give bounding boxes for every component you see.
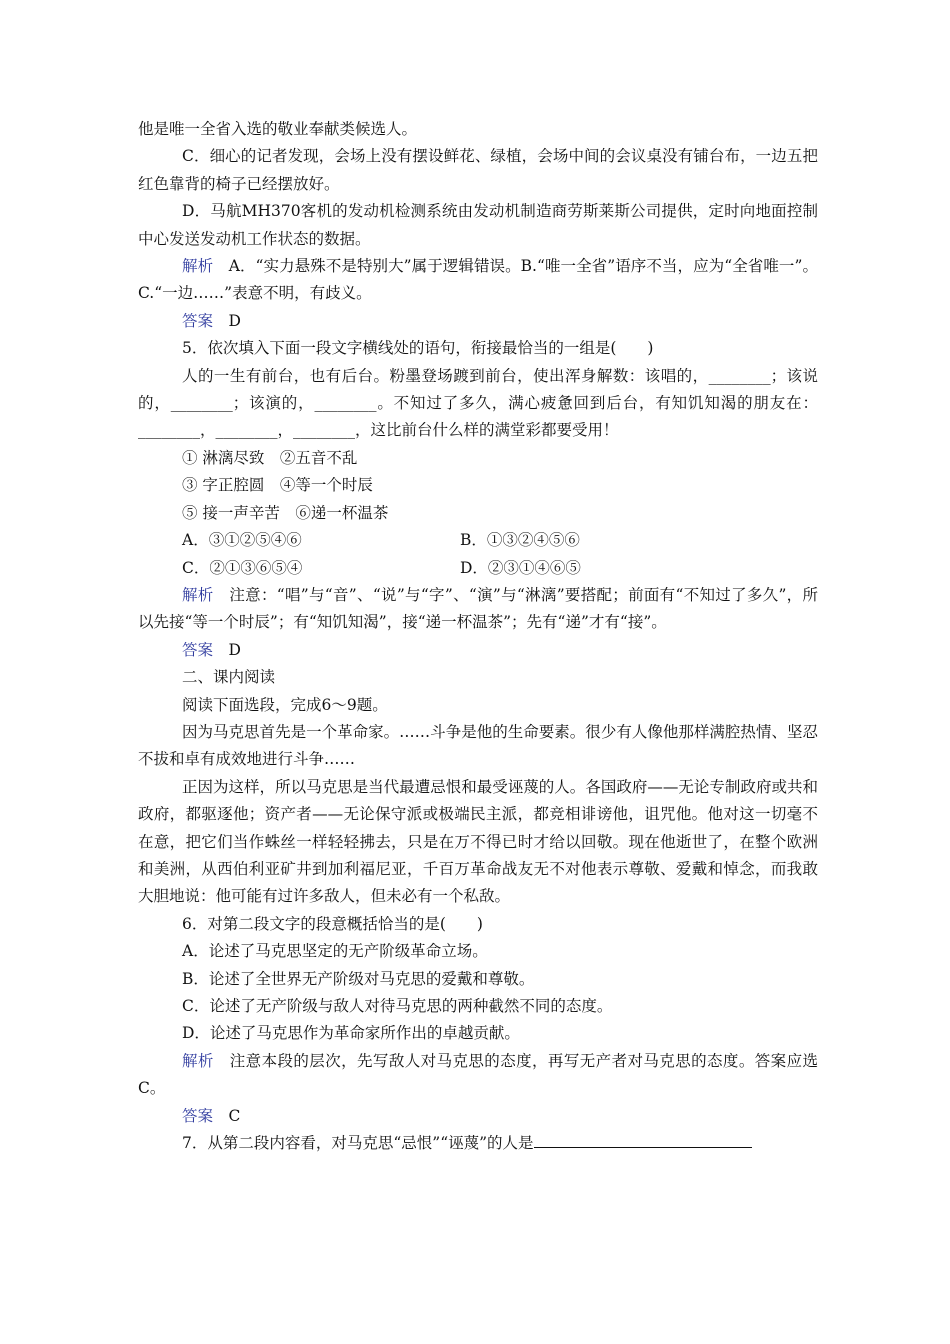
option-b-continuation: 他是唯一全省入选的敬业奉献类候选人。 (138, 120, 418, 138)
q6-explanation (138, 1048, 818, 1103)
q5-options-row-1 (138, 527, 818, 554)
q4-answer (138, 308, 818, 335)
q5-option-d: D．②③①④⑥⑤ (460, 558, 581, 577)
q5-option-c: C．②①③⑥⑤④ (182, 558, 303, 577)
option-c: C．细心的记者发现，会场上没有摆设鲜花、绿植，会场中间的会议桌没有铺台布，一边五把红色靠背的椅子已经摆放好。 (138, 147, 818, 193)
q5-item-line-2: ③ 字正腔圆 ④等一个时辰 (182, 476, 373, 495)
document-page (138, 116, 818, 1157)
q6-stem: 6．对第二段文字的段意概括恰当的是( ) (182, 914, 483, 933)
q6-option-d: D．论述了马克思作为革命家所作出的卓越贡献。 (182, 1024, 520, 1043)
answer-label: 答案 (182, 1106, 214, 1125)
q5-item-line-1: ① 淋漓尽致 ②五音不乱 (182, 448, 358, 467)
answer-label: 答案 (182, 311, 214, 330)
option-d: D．马航MH370客机的发动机检测系统由发动机制造商劳斯莱斯公司提供，定时向地面控制中心发送发动机工作状态的数据。 (138, 202, 818, 248)
answer-text: C (228, 1106, 241, 1125)
q4-explanation (138, 253, 818, 308)
answer-label: 答案 (182, 640, 214, 659)
q5-item-line-3: ⑤ 接一声辛苦 ⑥递一杯温茶 (182, 503, 389, 522)
explanation-text: 注意：“唱”与“音”、“说”与“字”、“演”与“淋漓”要搭配；前面有“不知过了多久”，所以先接“等一个时辰”；有“知饥知渴”，接“递一杯温茶”；先有“递”才有“接”。 (138, 585, 818, 632)
q7-stem-text: 7．从第二段内容看，对马克思“忌恨”“诬蔑”的人是 (182, 1134, 534, 1153)
q5-answer (138, 637, 818, 664)
q6-option-b: B．论述了全世界无产阶级对马克思的爱戴和尊敬。 (182, 969, 535, 988)
q5-passage: 人的一生有前台，也有后台。粉墨登场踱到前台，使出浑身解数：该唱的，________；该说的，________；该演的，________。不知过了多久，满心疲惫回到后台，有知饥知渴的朋友在：________，________，________，这比前台什么样的满堂彩都要受用！ (138, 366, 818, 440)
explanation-text: A．“实力悬殊不是特别大”属于逻辑错误。B.“唯一全省”语序不当，应为“全省唯一”。C.“一边……”表意不明，有歧义。 (138, 257, 818, 303)
q5-option-a: A．③①②⑤④⑥ (182, 531, 302, 550)
reading-paragraph-2: 正因为这样，所以马克思是当代最遭忌恨和最受诬蔑的人。各国政府——无论专制政府或共和政府，都驱逐他；资产者——无论保守派或极端民主派，都竞相诽谤他，诅咒他。他对这一切毫不在意，把它们当作蛛丝一样轻轻拂去，只是在万不得已时才给以回敬。现在他逝世了，在整个欧洲和美洲，从西伯利亚矿井到加利福尼亚，千百万革命战友无不对他表示尊敬、爱戴和悼念，而我敢大胆地说：他可能有过许多敌人，但未必有一个私敌。 (138, 777, 818, 906)
q5-option-b: B．①③②④⑤⑥ (460, 531, 580, 550)
section-heading: 二、课内阅读 (182, 668, 276, 687)
q5-stem: 5．依次填入下面一段文字横线处的语句，衔接最恰当的一组是( ) (182, 339, 654, 358)
reading-intro: 阅读下面选段，完成6～9题。 (182, 695, 388, 714)
explanation-label: 解析 (182, 257, 214, 276)
answer-text: D (228, 311, 241, 330)
q6-option-c: C．论述了无产阶级与敌人对待马克思的两种截然不同的态度。 (182, 997, 613, 1015)
q5-explanation (138, 582, 818, 637)
explanation-label: 解析 (182, 1051, 214, 1070)
q7-stem (138, 1130, 818, 1157)
q6-answer (138, 1103, 818, 1130)
answer-blank (534, 1133, 752, 1148)
answer-text: D (228, 640, 241, 659)
explanation-text: 注意本段的层次，先写敌人对马克思的态度，再写无产者对马克思的态度。答案应选C。 (138, 1051, 818, 1098)
q6-option-a: A．论述了马克思坚定的无产阶级革命立场。 (182, 942, 488, 961)
q5-options-row-2 (138, 555, 818, 582)
explanation-label: 解析 (182, 585, 214, 604)
reading-paragraph-1: 因为马克思首先是一个革命家。……斗争是他的生命要素。很少有人像他那样满腔热情、坚忍不拔和卓有成效地进行斗争…… (138, 722, 818, 769)
